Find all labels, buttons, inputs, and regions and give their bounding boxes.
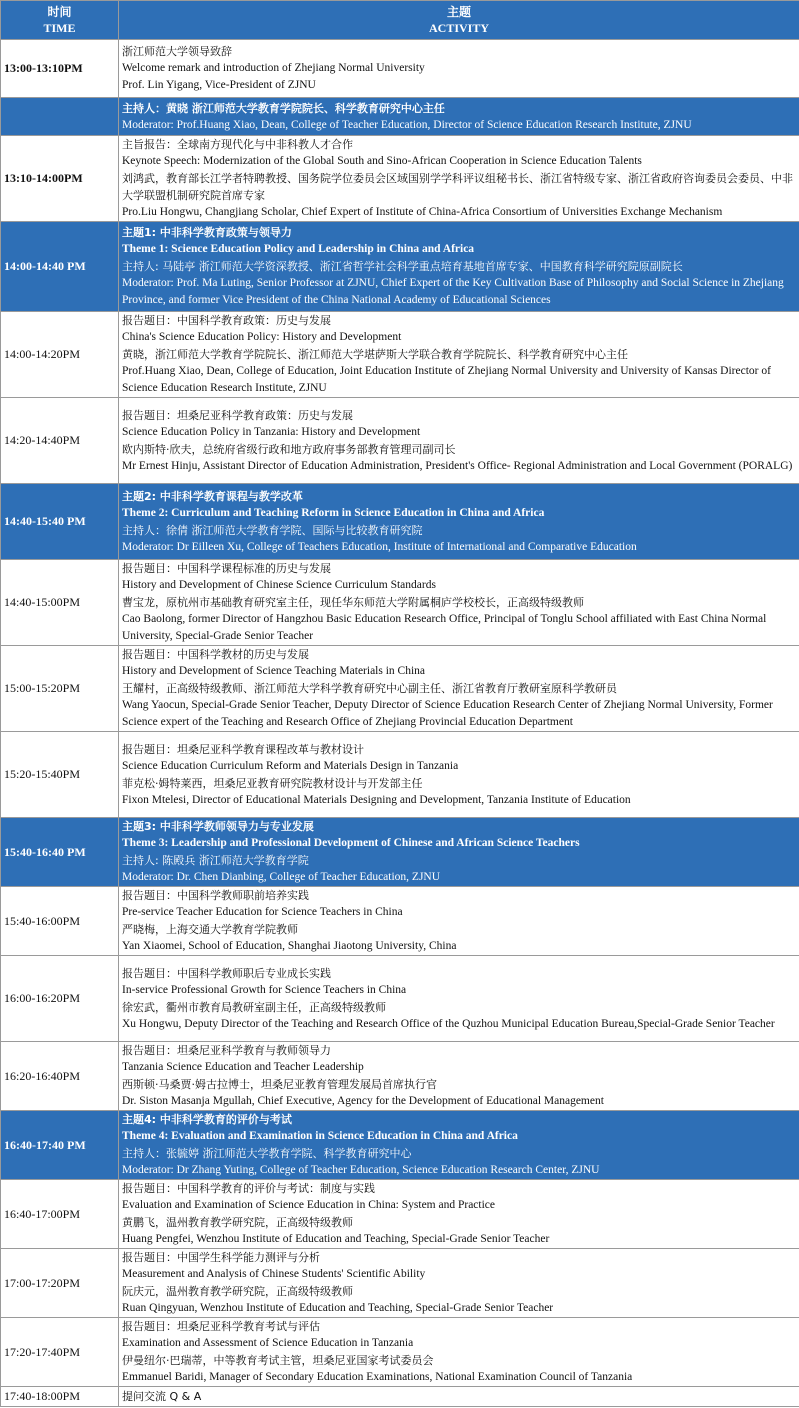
- session-row: [1, 956, 799, 1042]
- activity-line: Mr Ernest Hinju, Assistant Director of Education Administration, President's Office- Regional Administration and Local Government (PORALG): [122, 459, 793, 472]
- activity-line: 报告题目：坦桑尼亚科学教育与教师领导力: [122, 1044, 331, 1057]
- activity-cell: [119, 1318, 799, 1387]
- activity-line: 主持人: 陈殿兵 浙江师范大学教育学院: [122, 854, 309, 867]
- session-row: [1, 40, 799, 98]
- header-activity-en: ACTIVITY: [428, 21, 489, 35]
- time-cell: 14:00-14:40 PM: [1, 222, 119, 312]
- time-cell: 13:00-13:10PM: [1, 40, 119, 98]
- activity-line: Moderator: Dr Eilleen Xu, College of Teachers Education, Institute of International and Comparative Education: [122, 540, 637, 553]
- activity-line: 报告题目：中国学生科学能力测评与分析: [122, 1251, 320, 1264]
- activity-line: In-service Professional Growth for Science Teachers in China: [122, 983, 407, 996]
- activity-line: 报告题目：中国科学教育政策：历史与发展: [122, 314, 331, 327]
- activity-line: Welcome remark and introduction of Zhejiang Normal University: [122, 62, 425, 74]
- activity-line: Pro.Liu Hongwu, Changjiang Scholar, Chief Expert of Institute of China-Africa Consortium of Universities Exchange Mechanism: [122, 206, 723, 218]
- activity-line: 主持人：张毓婷 浙江师范大学教育学院、科学教育研究中心: [122, 1147, 412, 1160]
- activity-line: 主旨报告：全球南方现代化与中非科教人才合作: [122, 138, 353, 151]
- activity-line: History and Development of Science Teaching Materials in China: [122, 665, 426, 677]
- activity-line: 主持人：黄晓 浙江师范大学教育学院院长、科学教育研究中心主任: [122, 101, 445, 115]
- activity-line: Keynote Speech: Modernization of the Global South and Sino-African Cooperation in Science Education Talents: [122, 155, 642, 167]
- activity-line: 提问交流 Q & A: [122, 1390, 202, 1403]
- activity-line: Examination and Assessment of Science Education in Tanzania: [122, 1337, 414, 1349]
- activity-line: 报告题目：中国科学教师职前培养实践: [122, 889, 309, 902]
- time-cell: 17:40-18:00PM: [1, 1387, 119, 1407]
- time-cell: 16:40-17:00PM: [1, 1180, 119, 1249]
- activity-line: Tanzania Science Education and Teacher Leadership: [122, 1061, 364, 1073]
- activity-cell: [119, 222, 799, 312]
- activity-cell: [119, 818, 799, 887]
- activity-cell: [119, 887, 799, 956]
- activity-line: Theme 3: Leadership and Professional Development of Chinese and African Science Teachers: [122, 837, 580, 849]
- time-cell: 15:00-15:20PM: [1, 646, 119, 732]
- time-cell: 14:40-15:00PM: [1, 560, 119, 646]
- activity-line: 曹宝龙，原杭州市基础教育研究室主任，现任华东师范大学附属桐庐学校校长，正高级特级教师: [122, 596, 584, 609]
- time-cell: 16:20-16:40PM: [1, 1042, 119, 1111]
- activity-cell: [119, 1249, 799, 1318]
- activity-line: Moderator: Dr. Chen Dianbing, College of Teacher Education, ZJNU: [122, 871, 441, 883]
- moderator-row: [1, 98, 799, 136]
- time-cell: 14:00-14:20PM: [1, 312, 119, 398]
- session-row: [1, 398, 799, 484]
- activity-cell: [119, 560, 799, 646]
- session-row: [1, 887, 799, 956]
- time-cell: 17:00-17:20PM: [1, 1249, 119, 1318]
- activity-line: Xu Hongwu, Deputy Director of the Teaching and Research Office of the Quzhou Municipal Education Bureau,Special-Grade Senior Teacher: [122, 1017, 775, 1030]
- activity-line: 主持人: 马陆亭 浙江师范大学资深教授、浙江省哲学社会科学重点培育基地首席专家、中国教育科学研究院原副院长: [122, 260, 683, 273]
- activity-cell: [119, 98, 799, 136]
- activity-line: Prof. Lin Yigang, Vice-President of ZJNU: [122, 79, 316, 91]
- activity-line: Science Education Policy in Tanzania: History and Development: [122, 425, 421, 438]
- activity-line: Ruan Qingyuan, Wenzhou Institute of Education and Teaching, Special-Grade Senior Teacher: [122, 1302, 554, 1314]
- activity-line: 主题4: 中非科学教育的评价与考试: [122, 1113, 292, 1126]
- activity-line: 西斯顿·马桑贾·姆古拉博士，坦桑尼亚教育管理发展局首席执行官: [122, 1078, 437, 1091]
- activity-line: 王耀村，正高级特级教师、浙江师范大学科学教育研究中心副主任、浙江省教育厅教研室原科学教研员: [122, 682, 617, 695]
- activity-line: 阮庆元，温州教育教学研究院，正高级特级教师: [122, 1285, 353, 1298]
- time-cell: [1, 98, 119, 136]
- header-time-cell: [1, 1, 119, 40]
- header-time-en: TIME: [43, 21, 76, 35]
- activity-line: 黄晓，浙江师范大学教育学院院长、浙江师范大学堪萨斯大学联合教育学院院长、科学教育研究中心主任: [122, 348, 628, 361]
- activity-cell: [119, 1387, 799, 1407]
- activity-cell: [119, 1180, 799, 1249]
- activity-line: Fixon Mtelesi, Director of Educational Materials Designing and Development, Tanzania Institute of Education: [122, 793, 631, 806]
- activity-line: Yan Xiaomei, School of Education, Shanghai Jiaotong University, China: [122, 940, 457, 952]
- theme-row: [1, 818, 799, 887]
- time-cell: 16:40-17:40 PM: [1, 1111, 119, 1180]
- activity-line: 报告题目：中国科学教师职后专业成长实践: [122, 966, 331, 980]
- session-row: [1, 1042, 799, 1111]
- time-cell: 13:10-14:00PM: [1, 136, 119, 222]
- theme-row: [1, 484, 799, 560]
- activity-cell: [119, 956, 799, 1042]
- time-cell: 14:20-14:40PM: [1, 398, 119, 484]
- session-row: [1, 560, 799, 646]
- activity-cell: [119, 732, 799, 818]
- session-row: [1, 136, 799, 222]
- activity-line: 欧内斯特·欣夫，总统府省级行政和地方政府事务部教育管理司副司长: [122, 442, 456, 456]
- activity-line: 主题3: 中非科学教师领导力与专业发展: [122, 820, 314, 833]
- time-cell: 15:40-16:00PM: [1, 887, 119, 956]
- activity-line: Evaluation and Examination of Science Education in China: System and Practice: [122, 1199, 496, 1211]
- activity-line: Theme 4: Evaluation and Examination in Science Education in China and Africa: [122, 1130, 518, 1142]
- time-cell: 17:20-17:40PM: [1, 1318, 119, 1387]
- time-cell: 16:00-16:20PM: [1, 956, 119, 1042]
- activity-line: China's Science Education Policy: History and Development: [122, 331, 402, 343]
- activity-cell: [119, 312, 799, 398]
- session-row: [1, 1318, 799, 1387]
- activity-line: 报告题目：坦桑尼亚科学教育政策：历史与发展: [122, 408, 353, 422]
- activity-line: Huang Pengfei, Wenzhou Institute of Education and Teaching, Special-Grade Senior Teacher: [122, 1233, 550, 1245]
- time-cell: 15:40-16:40 PM: [1, 818, 119, 887]
- session-row: [1, 646, 799, 732]
- session-row: [1, 312, 799, 398]
- activity-line: 徐宏武，衢州市教育局教研室副主任，正高级特级教师: [122, 1000, 386, 1014]
- activity-line: 报告题目：中国科学教育的评价与考试：制度与实践: [122, 1182, 375, 1195]
- activity-line: Moderator: Prof. Ma Luting, Senior Professor at ZJNU, Chief Expert of the Key Cultivation Base of Philosophy and Social Science in Zhejiang Province, and former Vice President of the China National Academy of Educational Sciences: [122, 277, 784, 306]
- activity-line: 严晓梅，上海交通大学教育学院教师: [122, 923, 298, 936]
- activity-cell: [119, 1111, 799, 1180]
- activity-line: 报告题目：坦桑尼亚科学教育课程改革与教材设计: [122, 742, 364, 756]
- activity-line: 刘鸿武，教育部长江学者特聘教授、国务院学位委员会区域国别学学科评议组秘书长、浙江省特级专家、浙江省政府咨询委员会委员、中非大学联盟机制研究院首席专家: [122, 172, 793, 202]
- activity-cell: [119, 1042, 799, 1111]
- session-row: [1, 1249, 799, 1318]
- activity-line: 报告题目：中国科学课程标准的历史与发展: [122, 562, 331, 575]
- activity-cell: [119, 484, 799, 560]
- session-row: [1, 1387, 799, 1407]
- activity-cell: [119, 40, 799, 98]
- activity-line: Wang Yaocun, Special-Grade Senior Teacher, Deputy Director of Science Education Research Center of Zhejiang Normal University, Former Science expert of the Teaching and Research Office of Zhejiang Provincial Education Department: [122, 699, 773, 728]
- theme-row: [1, 222, 799, 312]
- activity-line: Theme 1: Science Education Policy and Leadership in China and Africa: [122, 243, 475, 255]
- header-activity-cell: [119, 1, 799, 40]
- activity-line: Cao Baolong, former Director of Hangzhou Basic Education Research Office, Principal of Tonglu School affiliated with East China Normal University, Special-Grade Senior Teacher: [122, 613, 767, 642]
- header-row: [1, 1, 799, 40]
- activity-line: Moderator: Dr Zhang Yuting, College of Teacher Education, Science Education Research Center, ZJNU: [122, 1164, 600, 1176]
- activity-line: 菲克松·姆特莱西，坦桑尼亚教育研究院教材设计与开发部主任: [122, 776, 423, 790]
- activity-line: Prof.Huang Xiao, Dean, College of Education, Joint Education Institute of Zhejiang Normal University and University of Kansas Director of Science Education Research Institute, ZJNU: [122, 365, 771, 394]
- activity-line: 报告题目：坦桑尼亚科学教育考试与评估: [122, 1320, 320, 1333]
- activity-line: 伊曼纽尔·巴瑞蒂，中等教育考试主管，坦桑尼亚国家考试委员会: [122, 1354, 434, 1367]
- activity-line: 主题1: 中非科学教育政策与领导力: [122, 226, 292, 239]
- activity-line: Pre-service Teacher Education for Science Teachers in China: [122, 906, 403, 918]
- activity-line: Theme 2: Curriculum and Teaching Reform in Science Education in China and Africa: [122, 506, 545, 519]
- header-time-zh: 时间: [47, 5, 72, 19]
- activity-line: 报告题目：中国科学教材的历史与发展: [122, 648, 309, 661]
- session-row: [1, 732, 799, 818]
- time-cell: 14:40-15:40 PM: [1, 484, 119, 560]
- activity-line: Moderator: Prof.Huang Xiao, Dean, College of Teacher Education, Director of Science Education Research Institute, ZJNU: [122, 118, 692, 131]
- activity-line: Dr. Siston Masanja Mgullah, Chief Executive, Agency for the Development of Educational Management: [122, 1095, 604, 1107]
- theme-row: [1, 1111, 799, 1180]
- activity-line: 主题2: 中非科学教育课程与教学改革: [122, 489, 303, 503]
- activity-cell: [119, 136, 799, 222]
- time-cell: 15:20-15:40PM: [1, 732, 119, 818]
- header-activity-zh: 主题: [446, 5, 471, 19]
- activity-line: 浙江师范大学领导致辞: [122, 45, 232, 58]
- activity-line: Measurement and Analysis of Chinese Students' Scientific Ability: [122, 1268, 426, 1280]
- activity-line: Science Education Curriculum Reform and Materials Design in Tanzania: [122, 759, 459, 772]
- activity-cell: [119, 646, 799, 732]
- activity-line: History and Development of Chinese Science Curriculum Standards: [122, 579, 436, 591]
- activity-line: 主持人：徐倩 浙江师范大学教育学院、国际与比较教育研究院: [122, 523, 423, 537]
- activity-line: 黄鹏飞，温州教育教学研究院，正高级特级教师: [122, 1216, 353, 1229]
- activity-line: Emmanuel Baridi, Manager of Secondary Education Examinations, National Examination Council of Tanzania: [122, 1371, 633, 1383]
- session-row: [1, 1180, 799, 1249]
- activity-cell: [119, 398, 799, 484]
